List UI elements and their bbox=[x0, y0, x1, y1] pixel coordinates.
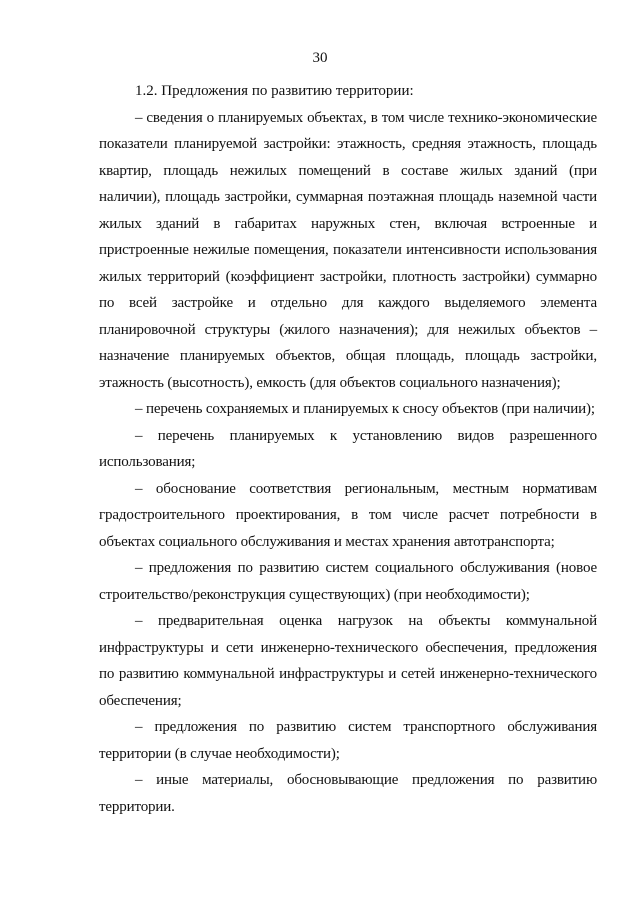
paragraph-standards-compliance: – обоснование соответствия региональным, местным нормативам градостроительного проектирования, в том числе расчет потребности в объектах социального обслуживания и местах хранения автотранспорта; bbox=[99, 480, 597, 550]
paragraph-other-materials: – иные материалы, обосновывающие предложения по развитию территории. bbox=[99, 772, 597, 815]
paragraph-permitted-uses: – перечень планируемых к установлению видов разрешенного использования; bbox=[99, 427, 597, 470]
paragraph-demolition-list: – перечень сохраняемых и планируемых к сносу объектов (при наличии); bbox=[135, 401, 595, 417]
page-number: 30 bbox=[312, 50, 328, 66]
paragraph-utility-load: – предварительная оценка нагрузок на объекты коммунальной инфраструктуры и сети инженерно-технического обеспечения, предложения по развитию коммунальной инфраструктуры и сетей инженерно-технического обеспечения; bbox=[99, 613, 597, 709]
paragraph-tech-economic-indicators: – сведения о планируемых объектах, в том числе технико-экономические показатели планируемой застройки: этажность, средняя этажность, площадь квартир, площадь нежилых помещений в составе жилых зданий (при наличии), площадь застройки, суммарная поэтажная площадь наземной части жилых зданий в габаритах наружных стен, включая встроенные и пристроенные нежилые помещения, показатели интенсивности использования жилых территорий (коэффициент застройки, плотность застройки) суммарно по всей застройке и отдельно для каждого выделяемого элемента планировочной структуры (жилого назначения); для нежилых объектов – назначение планируемых объектов, общая площадь, площадь застройки, этажность (высотность), емкость (для объектов социального назначения); bbox=[99, 109, 597, 391]
document-body bbox=[99, 78, 597, 820]
paragraph-transport: – предложения по развитию систем транспортного обслуживания территории (в случае необходимости); bbox=[99, 719, 597, 762]
section-heading: 1.2. Предложения по развитию территории: bbox=[135, 83, 414, 99]
paragraph-social-services: – предложения по развитию систем социального обслуживания (новое строительство/реконструкция существующих) (при необходимости); bbox=[99, 560, 597, 603]
